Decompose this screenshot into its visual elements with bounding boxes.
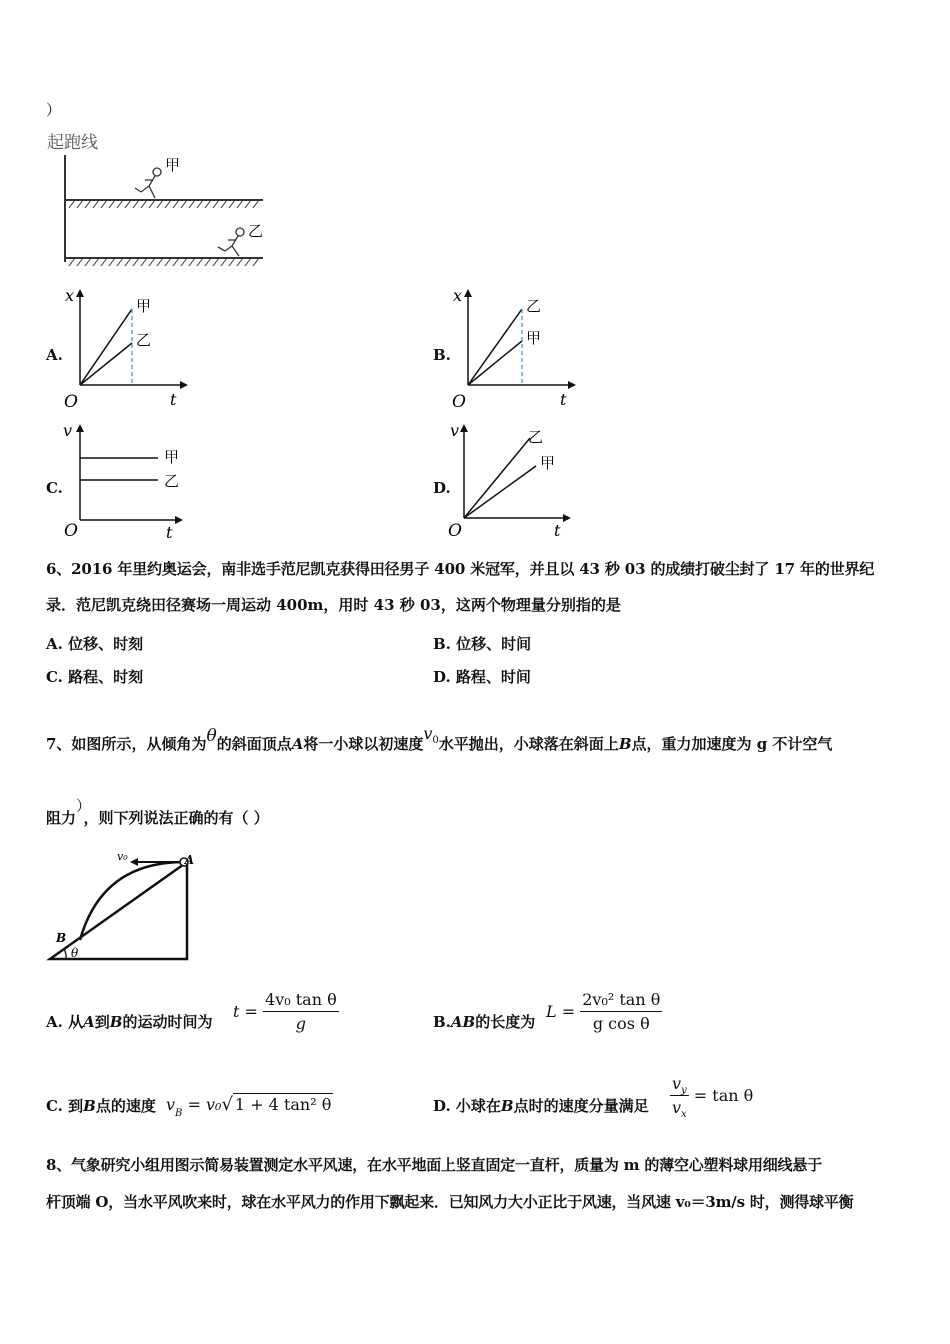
graph-d-lower-label: 甲 (540, 454, 556, 472)
q6-option-b[interactable]: B. 位移、时间 (433, 635, 532, 653)
graph-d (448, 418, 588, 543)
q7-option-b-formula: L = $\frac{\text{2v₀² tan θ}}{\text{g cos θ}}$ (546, 990, 661, 1033)
q7-option-d-formula: $\frac{v_y}{v_x}$ = tan θ (672, 1074, 754, 1120)
graph-d-upper-label: 乙 (528, 428, 544, 446)
q6-line2: 录．范尼凯克绕田径赛场一周运动 400m，用时 43 秒 03，这两个物理量分别指的是 (46, 596, 621, 614)
graph-c-lower-label: 乙 (164, 472, 180, 490)
fig-a-label: A (184, 853, 194, 867)
q7-line1: 7、如图所示，从倾角为θ的斜面顶点A将一小球以初速度$v^0$水平抛出，小球落在斜面上B点，重力加速度为 g 不计空气 (46, 724, 833, 753)
graph-b-y-axis: x (453, 286, 463, 305)
option-a-label[interactable]: A. (46, 346, 63, 364)
q7-option-d[interactable]: D. 小球在B点时的速度分量满足 (433, 1097, 649, 1115)
race-track-figure (55, 150, 275, 270)
graph-a-y-axis: x (65, 286, 75, 305)
fig-theta-label: θ (71, 946, 79, 960)
q8-line2: 杆顶端 O，当水平风吹来时，球在水平风力的作用下飘起来．已知风力大小正比于风速，当风速 v₀＝3m/s 时，测得球平衡 (46, 1193, 854, 1211)
graph-d-x-axis: t (554, 521, 561, 540)
graph-d-origin: O (448, 521, 462, 541)
q7-option-a[interactable]: A. 从A到B的运动时间为 (46, 1013, 213, 1031)
graph-d-y-axis: v (450, 421, 460, 440)
fig-v0-label: v₀ (117, 850, 128, 863)
graph-a-upper-label: 甲 (136, 297, 152, 315)
q6-option-d[interactable]: D. 路程、时间 (433, 668, 531, 686)
fig-b-label: B (56, 931, 67, 945)
runner-yi-icon (218, 228, 244, 256)
q6-option-a[interactable]: A. 位移、时刻 (46, 635, 144, 653)
graph-b-x-axis: t (560, 390, 567, 409)
graph-b (448, 285, 588, 410)
option-d-label[interactable]: D. (433, 479, 451, 497)
graph-b-origin: O (452, 392, 466, 410)
graph-a (60, 285, 200, 410)
q8-line1: 8、气象研究小组用图示简易装置测定水平风速，在水平地面上竖直固定一直杆，质量为 m 的薄空心塑料球用细线悬于 (46, 1156, 822, 1174)
graph-b-upper-label: 乙 (526, 297, 542, 315)
graph-c-upper-label: 甲 (164, 448, 180, 466)
closing-paren: ） (46, 101, 62, 119)
graph-c-origin: O (64, 521, 78, 541)
graph-b-lower-label: 甲 (526, 329, 542, 347)
graph-c-x-axis: t (166, 523, 173, 542)
q7-option-a-formula: t = $\frac{\text{4v₀ tan θ}}{g}$ (233, 990, 337, 1033)
q6-option-c[interactable]: C. 路程、时刻 (46, 668, 144, 686)
q7-option-c[interactable]: C. 到B点的速度 (46, 1097, 156, 1115)
projectile-slope-figure (44, 846, 194, 964)
runner-jia-icon (135, 168, 161, 198)
graph-a-x-axis: t (170, 390, 177, 409)
option-c-label[interactable]: C. (46, 479, 63, 497)
graph-c (60, 418, 200, 543)
option-b-label[interactable]: B. (433, 346, 451, 364)
q7-line2: 阻力），则下列说法正确的有（ ） (46, 797, 269, 827)
q6-line1: 6、2016 年里约奥运会，南非选手范尼凯克获得田径男子 400 米冠军，并且以 43 秒 03 的成绩打破尘封了 17 年的世界纪 (46, 560, 875, 578)
graph-c-y-axis: v (63, 421, 73, 440)
q7-option-c-formula: $v_B = v_0√$ 1 + 4 tan² θ (166, 1094, 332, 1119)
graph-a-lower-label: 乙 (136, 331, 152, 349)
q7-option-b[interactable]: B.AB的长度为 (433, 1013, 536, 1031)
start-line-label: 起跑线 (47, 133, 98, 153)
runner-yi-label: 乙 (248, 222, 264, 240)
graph-a-origin: O (64, 392, 78, 410)
runner-jia-label: 甲 (165, 156, 181, 174)
theta-symbol: θ (206, 726, 217, 746)
